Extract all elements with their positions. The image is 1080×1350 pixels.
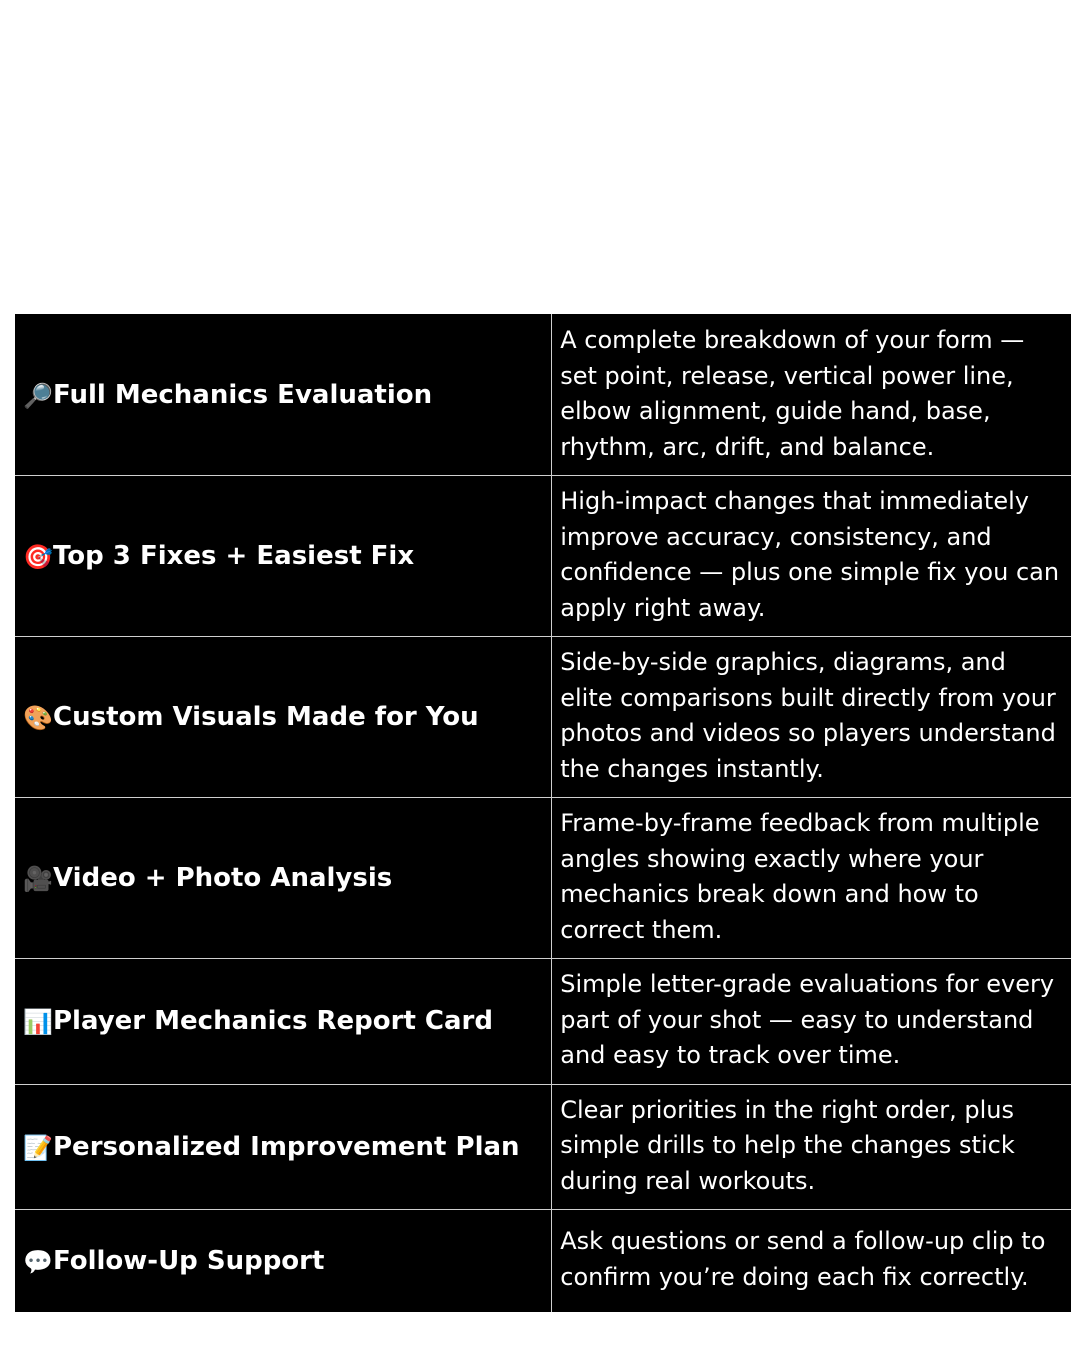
features-table — [15, 314, 1071, 1312]
feature-name-cell — [16, 476, 552, 637]
feature-row — [16, 315, 1071, 476]
video-camera-icon: 🎥 — [23, 865, 53, 893]
features-table-body — [16, 315, 1071, 1312]
feature-description: Side-by-side graphics, diagrams, and elite comparisons built directly from your photos and videos so players understand the changes instantly. — [552, 637, 1071, 798]
target-icon: 🎯 — [23, 543, 53, 571]
palette-icon: 🎨 — [23, 704, 53, 732]
feature-row — [16, 476, 1071, 637]
speech-bubble-icon: 💬 — [23, 1247, 53, 1276]
feature-title: Player Mechanics Report Card — [53, 1006, 493, 1037]
feature-name-cell — [16, 1084, 552, 1210]
feature-description: A complete breakdown of your form — set point, release, vertical power line, elbow alignment, guide hand, base, rhythm, arc, drift, and balance. — [552, 315, 1071, 476]
feature-row — [16, 798, 1071, 959]
feature-title: Personalized Improvement Plan — [53, 1131, 520, 1162]
magnifying-glass-icon: 🔎 — [23, 382, 53, 410]
feature-row — [16, 1210, 1071, 1312]
feature-description: Ask questions or send a follow-up clip to confirm you’re doing each fix correctly. — [560, 1227, 1046, 1291]
feature-name-cell — [16, 315, 552, 476]
feature-description: Simple letter-grade evaluations for every part of your shot — easy to understand and easy to track over time. — [552, 959, 1071, 1085]
feature-row — [16, 1084, 1071, 1210]
feature-title: Full Mechanics Evaluation — [53, 380, 433, 410]
feature-description: Frame-by-frame feedback from multiple angles showing exactly where your mechanics break down and how to correct them. — [552, 798, 1071, 959]
bar-chart-icon: 📊 — [23, 1008, 53, 1037]
feature-title: Follow-Up Support — [53, 1245, 325, 1276]
feature-name-cell — [16, 959, 552, 1085]
feature-description: Clear priorities in the right order, plus simple drills to help the changes stick during real workouts. — [552, 1084, 1071, 1210]
feature-description: High-impact changes that immediately improve accuracy, consistency, and confidence — plus one simple fix you can apply right away. — [552, 476, 1071, 637]
feature-row — [16, 959, 1071, 1085]
feature-title: Video + Photo Analysis — [53, 863, 393, 893]
feature-name-cell — [16, 637, 552, 798]
feature-title: Top 3 Fixes + Easiest Fix — [53, 541, 415, 571]
feature-row — [16, 637, 1071, 798]
feature-name-cell — [16, 1210, 552, 1312]
feature-name-cell — [16, 798, 552, 959]
memo-icon: 📝 — [23, 1133, 53, 1162]
feature-title: Custom Visuals Made for You — [53, 702, 479, 732]
